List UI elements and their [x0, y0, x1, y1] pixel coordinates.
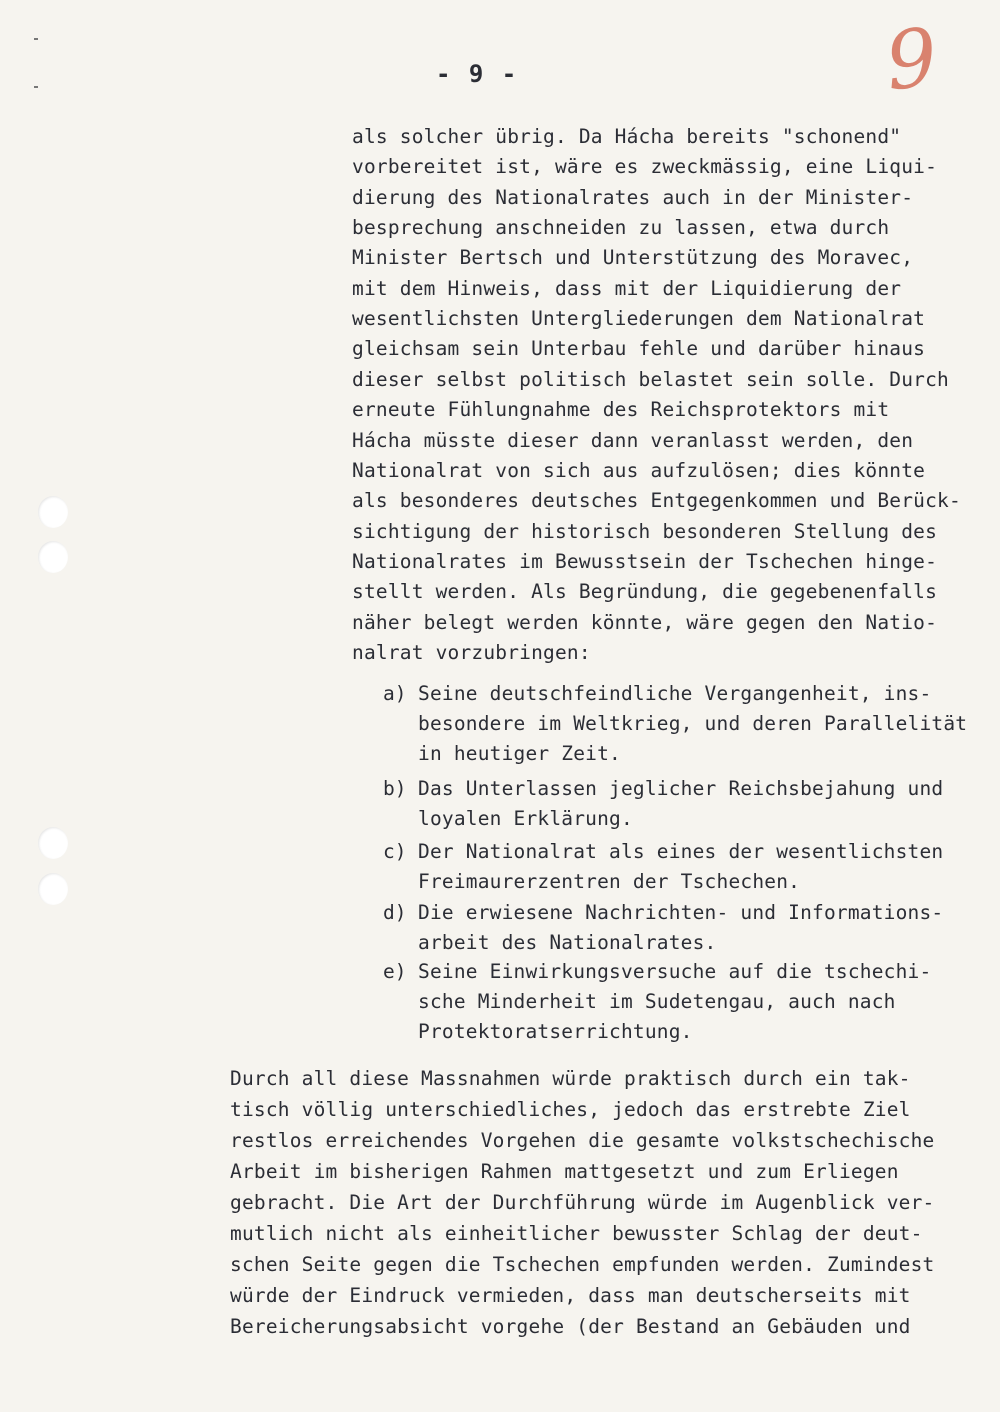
punch-hole — [38, 827, 68, 859]
text-line: nalrat vorzubringen: — [352, 640, 591, 664]
list-item-line: Die erwiesene Nachrichten- und Informations- — [418, 901, 944, 924]
text-line: Nationalrates im Bewusstsein der Tschechen hinge- — [352, 549, 938, 573]
punch-hole — [38, 873, 68, 905]
list-item-line: besondere im Weltkrieg, und deren Parallelität — [418, 712, 968, 735]
list-item-line: Seine deutschfeindliche Vergangenheit, ins- — [418, 682, 932, 705]
text-line: Nationalrat von sich aus aufzulösen; dies könnte — [352, 458, 926, 482]
text-line: Arbeit im bisherigen Rahmen mattgesetzt und zum Erliegen — [230, 1160, 899, 1183]
text-line: würde der Eindruck vermieden, dass man deutscherseits mit — [230, 1284, 911, 1307]
text-line: gebracht. Die Art der Durchführung würde im Augenblick ver- — [230, 1191, 935, 1214]
punch-hole — [38, 496, 68, 528]
list-item-label: a) — [383, 682, 407, 705]
text-line: dieser selbst politisch belastet sein solle. Durch — [352, 367, 949, 391]
text-line: Bereicherungsabsicht vorgehe (der Bestand an Gebäuden und — [230, 1315, 911, 1338]
text-line: stellt werden. Als Begründung, die gegebenenfalls — [352, 580, 938, 604]
punch-hole — [38, 541, 68, 573]
list-item-line: Freimaurerzentren der Tschechen. — [418, 870, 801, 893]
text-line: Hácha müsste dieser dann veranlasst werden, den — [352, 428, 914, 452]
list-item-line: in heutiger Zeit. — [418, 742, 621, 765]
text-line: gleichsam sein Unterbau fehle und darüber hinaus — [352, 337, 926, 361]
text-line: restlos erreichendes Vorgehen die gesamte volkstschechische — [230, 1129, 935, 1152]
text-line: tisch völlig unterschiedliches, jedoch das erstrebte Ziel — [230, 1098, 911, 1121]
list-item-label: d) — [383, 901, 407, 924]
text-line: mit dem Hinweis, dass mit der Liquidierung der — [352, 276, 902, 300]
list-item-label: e) — [383, 960, 407, 983]
text-line: dierung des Nationalrates auch in der Minister- — [352, 185, 914, 209]
list-item-label: b) — [383, 777, 407, 800]
text-line: Minister Bertsch und Unterstützung des Moravec, — [352, 246, 914, 270]
text-line: als solcher übrig. Da Hácha bereits "schonend" — [352, 125, 902, 148]
edge-mark — [34, 38, 38, 40]
list-item-line: Der Nationalrat als eines der wesentlichsten — [418, 840, 944, 863]
text-line: Durch all diese Massnahmen würde praktisch durch ein tak- — [230, 1067, 911, 1090]
text-line: erneute Fühlungnahme des Reichsprotektors mit — [352, 398, 890, 422]
list-item-label: c) — [383, 840, 407, 863]
list-item-line: arbeit des Nationalrates. — [418, 931, 717, 954]
list-item-line: Protektoratserrichtung. — [418, 1020, 693, 1043]
text-line: vorbereitet ist, wäre es zweckmässig, eine Liqui- — [352, 155, 938, 179]
list-item-line: loyalen Erklärung. — [418, 807, 633, 830]
list-item-line: Seine Einwirkungsversuche auf die tschechi- — [418, 960, 932, 983]
edge-mark — [34, 86, 38, 88]
page-number: - 9 - — [436, 60, 519, 88]
text-line: sichtigung der historisch besonderen Stellung des — [352, 519, 938, 543]
list-item-line: Das Unterlassen jeglicher Reichsbejahung und — [418, 777, 944, 800]
list-item-line: sche Minderheit im Sudetengau, auch nach — [418, 990, 896, 1013]
text-line: besprechung anschneiden zu lassen, etwa durch — [352, 216, 890, 240]
text-line: schen Seite gegen die Tschechen empfunden werden. Zumindest — [230, 1253, 935, 1276]
text-line: näher belegt werden könnte, wäre gegen den Natio- — [352, 610, 938, 634]
handwritten-folio-number: 9 — [881, 10, 942, 109]
text-line: als besonderes deutsches Entgegenkommen und Berück- — [352, 489, 961, 513]
text-line: mutlich nicht als einheitlicher bewusster Schlag der deut- — [230, 1222, 923, 1245]
text-line: wesentlichsten Untergliederungen dem Nationalrat — [352, 307, 926, 331]
